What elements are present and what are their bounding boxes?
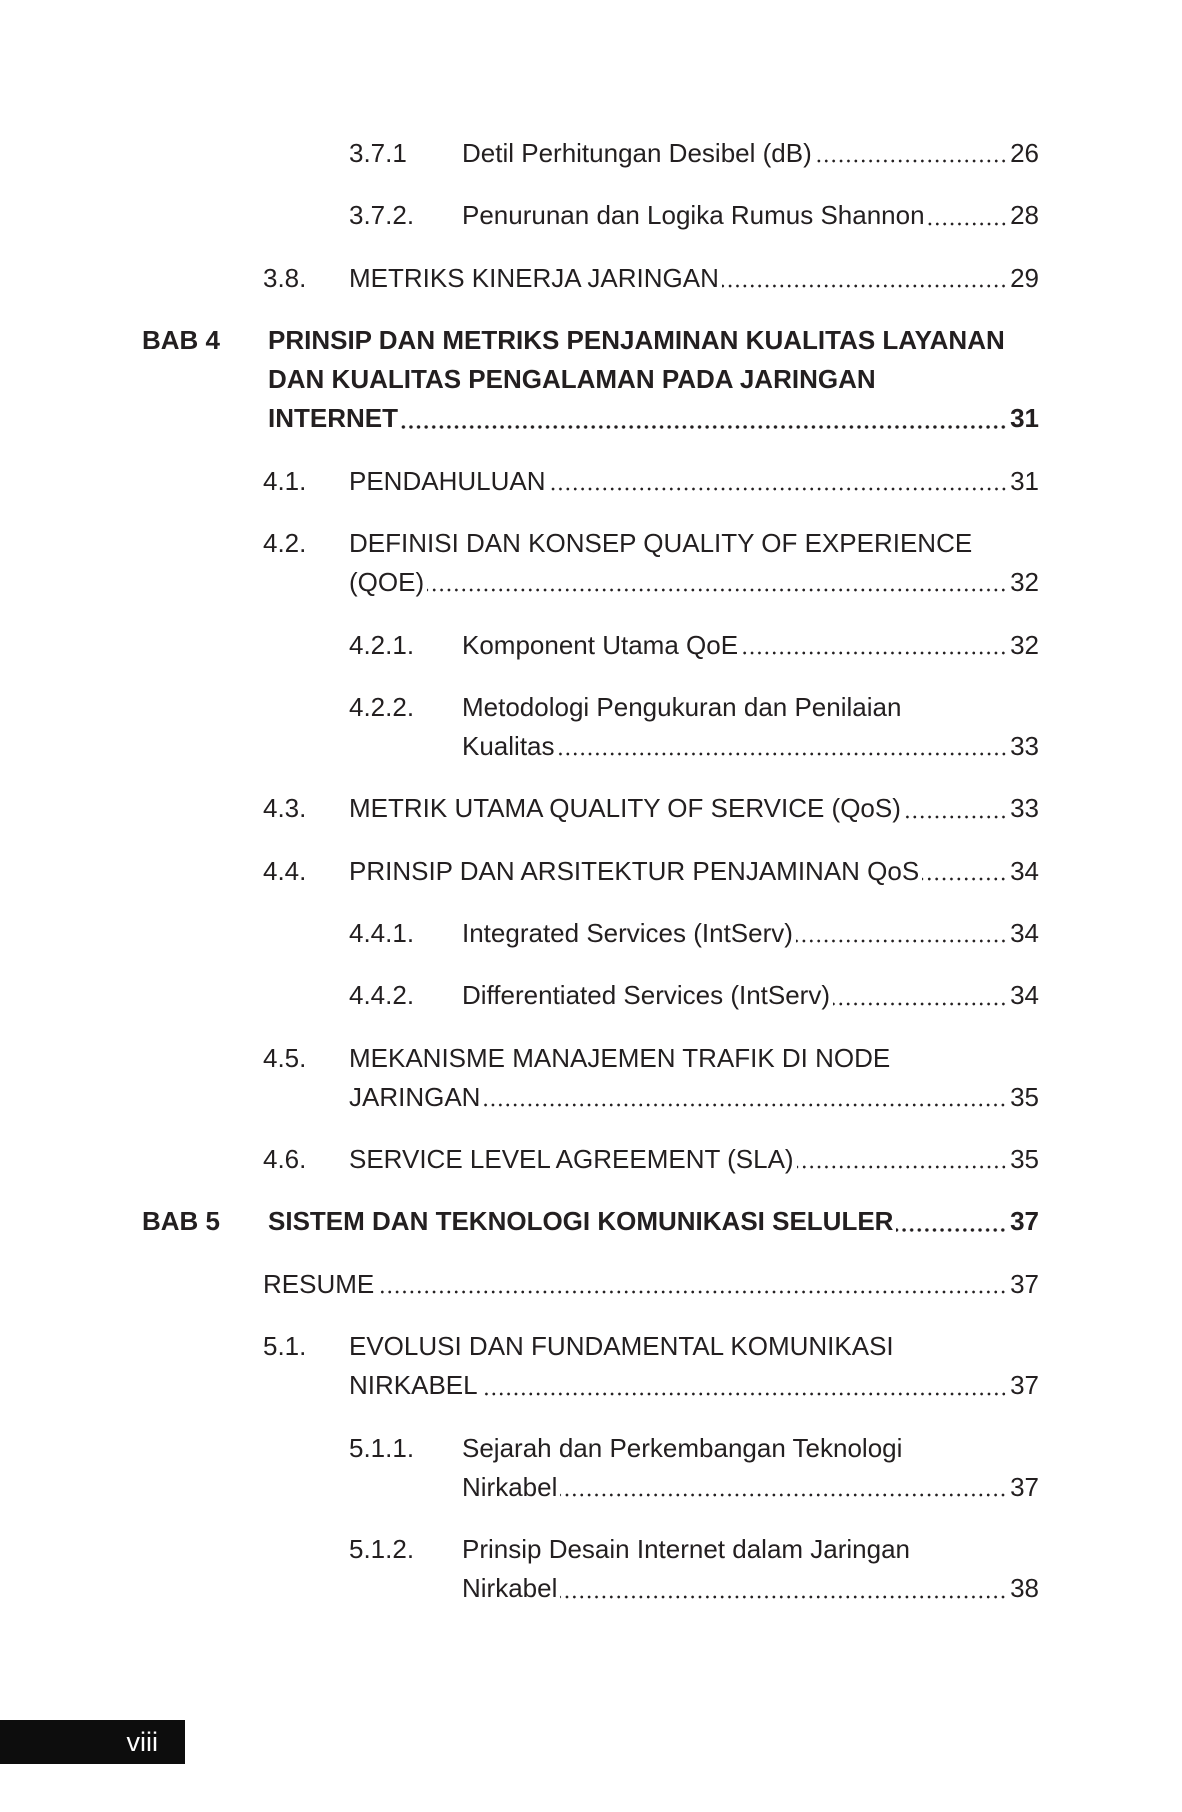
toc-entry-line	[263, 1265, 1039, 1304]
toc-entry-number: 5.1.2.	[349, 1534, 415, 1565]
toc-entry-text: METRIK UTAMA QUALITY OF SERVICE (QoS)	[349, 793, 901, 824]
toc-entry-number: 4.1.	[263, 465, 307, 496]
toc-entry-text: Prinsip Desain Internet dalam Jaringan	[462, 1534, 911, 1565]
toc-entry-text: DAN KUALITAS PENGALAMAN PADA JARINGAN	[268, 364, 876, 395]
toc-entry-title	[263, 1265, 1039, 1304]
chapter-label: BAB 5	[142, 1206, 221, 1237]
toc-entry-number: 4.2.	[263, 527, 307, 558]
toc-page-number: 37	[1010, 1471, 1039, 1502]
toc-entry-text: Penurunan dan Logika Rumus Shannon	[462, 200, 925, 231]
dot-leader	[560, 1569, 1007, 1608]
toc-entry-line	[462, 1569, 1039, 1608]
toc-entry	[0, 462, 1182, 501]
toc-entry-line	[462, 626, 1039, 665]
toc-entry-line	[349, 563, 1039, 602]
toc-entry-text: DEFINISI DAN KONSEP QUALITY OF EXPERIENCE	[349, 527, 973, 558]
toc-entry-text: RESUME	[263, 1268, 375, 1299]
toc-page-number: 37	[1010, 1370, 1039, 1401]
toc-entry	[0, 789, 1182, 828]
toc-page-number: 37	[1010, 1206, 1039, 1237]
toc-entry	[0, 259, 1182, 298]
toc-entry-title	[462, 196, 1039, 235]
toc-entry-text: Komponent Utama QoE	[462, 629, 739, 660]
toc-entry-text: Differentiated Services (IntServ)	[462, 980, 830, 1011]
toc-entry-text: Integrated Services (IntServ)	[462, 917, 793, 948]
toc-entry-title	[268, 1202, 1039, 1241]
toc-entry-number: 4.6.	[263, 1144, 307, 1175]
toc-entry-line	[462, 976, 1039, 1015]
dot-leader	[815, 134, 1007, 173]
toc-chapter-entry	[0, 1202, 1182, 1241]
toc-page-number: 35	[1010, 1144, 1039, 1175]
dot-leader	[833, 976, 1007, 1015]
toc-entry-line	[462, 1429, 1039, 1468]
toc-page-number: 28	[1010, 200, 1039, 231]
dot-leader	[722, 259, 1007, 298]
toc-entry	[0, 1530, 1182, 1609]
toc-entry-title	[462, 134, 1039, 173]
toc-entry-title	[349, 852, 1039, 891]
toc-entry-line	[462, 727, 1039, 766]
toc-entry-line	[462, 196, 1039, 235]
dot-leader	[549, 462, 1008, 501]
toc-entry-text: Metodologi Pengukuran dan Penilaian	[462, 691, 902, 722]
dot-leader	[896, 1202, 1007, 1241]
dot-leader	[922, 852, 1007, 891]
toc-entry-text: PENDAHULUAN	[349, 465, 546, 496]
toc-entry-number: 4.2.2.	[349, 691, 415, 722]
toc-entry-line	[349, 259, 1039, 298]
toc-entry-number: 5.1.1.	[349, 1432, 415, 1463]
toc-entry-title	[349, 524, 1039, 603]
toc-page-number: 32	[1010, 567, 1039, 598]
toc-entry	[0, 196, 1182, 235]
toc-entry-title	[462, 914, 1039, 953]
toc-page-number: 34	[1010, 980, 1039, 1011]
toc-chapter-entry	[0, 321, 1182, 439]
toc-page-number: 35	[1010, 1081, 1039, 1112]
toc-entry-title	[349, 1327, 1039, 1406]
toc-entry-line	[462, 1530, 1039, 1569]
toc-page-number: 37	[1010, 1268, 1039, 1299]
toc-entry-number: 4.2.1.	[349, 629, 415, 660]
toc-entry-text: JARINGAN	[349, 1081, 481, 1112]
toc-entry	[0, 1429, 1182, 1508]
toc-entry	[0, 976, 1182, 1015]
dot-leader	[483, 1078, 1007, 1117]
toc-entry-title	[349, 789, 1039, 828]
toc-page-number: 31	[1010, 403, 1039, 434]
toc-page-number: 33	[1010, 731, 1039, 762]
toc-entry-number: 3.8.	[263, 262, 307, 293]
toc-entry-text: (QOE)	[349, 567, 425, 598]
toc-entry-text: Nirkabel	[462, 1471, 558, 1502]
toc-entry-line	[268, 321, 1039, 360]
toc-entry-title	[462, 626, 1039, 665]
toc-entry-line	[349, 1039, 1039, 1078]
toc-entry-number: 4.4.	[263, 855, 307, 886]
toc-entry	[0, 688, 1182, 767]
toc-entry-number: 4.4.2.	[349, 980, 415, 1011]
toc-entry-text: Sejarah dan Perkembangan Teknologi	[462, 1432, 903, 1463]
dot-leader	[928, 196, 1008, 235]
chapter-label: BAB 4	[142, 324, 221, 355]
toc-entry-line	[349, 852, 1039, 891]
toc-entry-line	[349, 1140, 1039, 1179]
toc-entry	[0, 914, 1182, 953]
toc-entry-title	[462, 688, 1039, 767]
toc-entry-title	[349, 1039, 1039, 1118]
toc-entry-line	[268, 399, 1039, 438]
dot-leader	[401, 399, 1007, 438]
dot-leader	[481, 1366, 1007, 1405]
toc-entry-line	[462, 688, 1039, 727]
toc-entry-number: 5.1.	[263, 1331, 307, 1361]
toc-entry-text: SERVICE LEVEL AGREEMENT (SLA)	[349, 1144, 794, 1175]
toc-entry	[0, 1265, 1182, 1304]
toc-entry-number: 3.7.2.	[349, 200, 415, 231]
toc-entry-text: Detil Perhitungan Desibel (dB)	[462, 138, 812, 168]
toc-entry-text: Nirkabel	[462, 1573, 558, 1604]
toc-page-number: 38	[1010, 1573, 1039, 1604]
table-of-contents	[0, 134, 1182, 1632]
dot-leader	[560, 1468, 1007, 1507]
page-number-bar	[0, 1720, 185, 1764]
toc-page-number: 34	[1010, 855, 1039, 886]
toc-entry-line	[349, 462, 1039, 501]
toc-entry-line	[349, 789, 1039, 828]
toc-entry	[0, 852, 1182, 891]
dot-leader	[741, 626, 1007, 665]
toc-page-number: 26	[1010, 138, 1039, 168]
toc-entry-title	[349, 462, 1039, 501]
toc-entry-line	[349, 1078, 1039, 1117]
toc-entry-text: PRINSIP DAN METRIKS PENJAMINAN KUALITAS LAYANAN	[268, 324, 1005, 355]
toc-entry-number: 4.5.	[263, 1042, 307, 1073]
toc-entry-number: 4.3.	[263, 793, 307, 824]
dot-leader	[797, 1140, 1008, 1179]
page-number: viii	[126, 1727, 158, 1757]
toc-entry-number: 4.4.1.	[349, 917, 415, 948]
toc-entry-number: 3.7.1	[349, 138, 407, 168]
toc-page-number: 34	[1010, 917, 1039, 948]
toc-entry	[0, 524, 1182, 603]
toc-entry-text: MEKANISME MANAJEMEN TRAFIK DI NODE	[349, 1042, 891, 1073]
toc-entry-text: METRIKS KINERJA JARINGAN	[349, 262, 719, 293]
toc-entry	[0, 134, 1182, 173]
toc-entry-title	[462, 1530, 1039, 1609]
toc-entry	[0, 1140, 1182, 1179]
toc-entry	[0, 626, 1182, 665]
dot-leader	[904, 789, 1007, 828]
toc-entry-title	[349, 259, 1039, 298]
toc-entry-line	[462, 914, 1039, 953]
toc-entry-text: INTERNET	[268, 403, 398, 434]
toc-entry-line	[462, 1468, 1039, 1507]
toc-entry-title	[462, 976, 1039, 1015]
toc-entry-text: Kualitas	[462, 731, 555, 762]
toc-entry	[0, 1327, 1182, 1406]
toc-page-number: 33	[1010, 793, 1039, 824]
toc-entry	[0, 1039, 1182, 1118]
toc-entry-line	[349, 524, 1039, 563]
toc-entry-title	[268, 321, 1039, 439]
toc-entry-title	[349, 1140, 1039, 1179]
toc-entry-line	[268, 1202, 1039, 1241]
toc-entry-line	[268, 360, 1039, 399]
dot-leader	[377, 1265, 1007, 1304]
toc-entry-line	[349, 1366, 1039, 1405]
toc-page-number: 31	[1010, 465, 1039, 496]
toc-page-number: 29	[1010, 262, 1039, 293]
toc-entry-title	[462, 1429, 1039, 1508]
toc-entry-line	[462, 134, 1039, 173]
toc-entry-text: SISTEM DAN TEKNOLOGI KOMUNIKASI SELULER	[268, 1206, 894, 1237]
toc-entry-text: NIRKABEL	[349, 1370, 478, 1401]
dot-leader	[427, 563, 1007, 602]
dot-leader	[558, 727, 1008, 766]
toc-entry-line	[349, 1327, 1039, 1366]
toc-page-number: 32	[1010, 629, 1039, 660]
dot-leader	[796, 914, 1007, 953]
toc-entry-text: EVOLUSI DAN FUNDAMENTAL KOMUNIKASI	[349, 1331, 894, 1361]
toc-entry-text: PRINSIP DAN ARSITEKTUR PENJAMINAN QoS	[349, 855, 920, 886]
